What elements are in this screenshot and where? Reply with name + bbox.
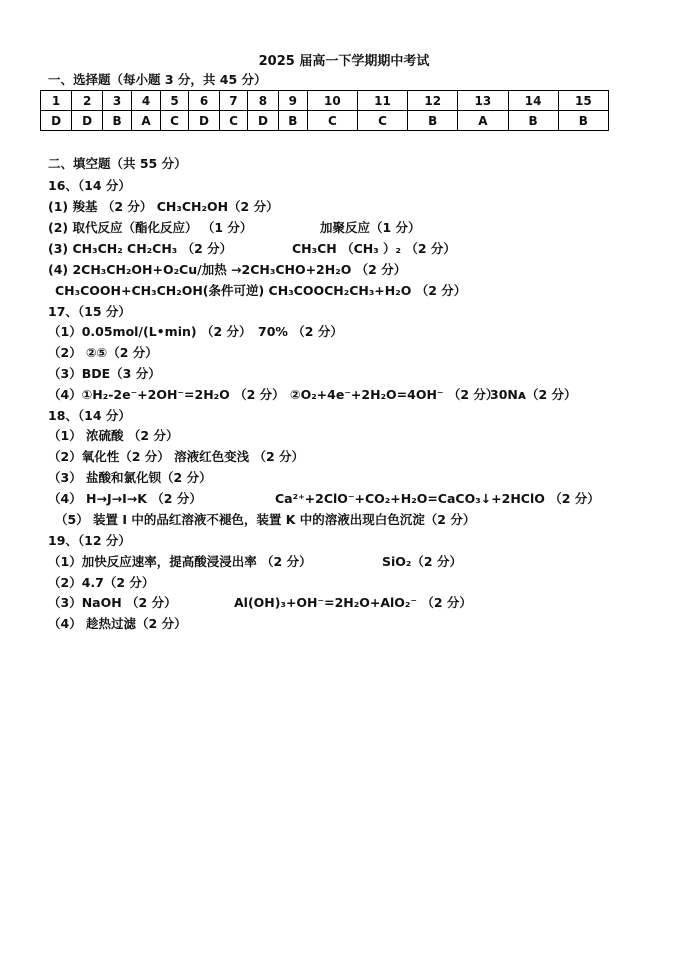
question-number-cell: 2 bbox=[72, 91, 103, 111]
q18-line5: （5） 装置 I 中的品红溶液不褪色，装置 K 中的溶液出现白色沉淀（2 分） bbox=[55, 512, 476, 527]
answer-table-number-row bbox=[41, 91, 609, 111]
q17-line4 bbox=[48, 387, 577, 403]
q16-l1-tail: （2 分） bbox=[228, 199, 279, 214]
q17-l4-a: （4）①H₂-2e⁻+2OH⁻=2H₂O （2 分） bbox=[48, 387, 285, 402]
q17-line1 bbox=[48, 324, 343, 340]
question-number-cell: 15 bbox=[558, 91, 608, 111]
q17-l4-b: ②O₂+4e⁻+2H₂O=4OH⁻ （2 分） bbox=[290, 387, 499, 402]
q18-line3: （3） 盐酸和氯化钡（2 分） bbox=[48, 470, 212, 485]
q16-line5: CH₃COOH+CH₃CH₂OH(条件可逆) CH₃COOCH₂CH₃+H₂O （2 分） bbox=[55, 283, 467, 298]
q18-header: 18、（14 分） bbox=[48, 408, 131, 423]
answer-cell: D bbox=[188, 111, 219, 131]
question-number-cell: 10 bbox=[307, 91, 357, 111]
question-number-cell: 6 bbox=[188, 91, 219, 111]
question-number-cell: 7 bbox=[220, 91, 248, 111]
question-number-cell: 13 bbox=[458, 91, 508, 111]
q18-line1: （1） 浓硫酸 （2 分） bbox=[48, 428, 179, 443]
section2-heading: 二、填空题（共 55 分） bbox=[48, 156, 187, 171]
q16-l3-b: CH₃CH （CH₃ ）₂ （2 分） bbox=[292, 241, 456, 256]
answer-table-answer-row bbox=[41, 111, 609, 131]
q16-l1-lead: (1) 羧基 （2 分） bbox=[48, 199, 157, 214]
q19-l1-a: （1）加快反应速率，提高酸浸浸出率 （2 分） bbox=[48, 554, 312, 569]
page-title: 2025 届高一下学期期中考试 bbox=[258, 54, 430, 69]
q17-line2: （2） ②⑤（2 分） bbox=[48, 345, 158, 360]
answer-cell: B bbox=[278, 111, 307, 131]
answer-cell: C bbox=[357, 111, 407, 131]
q17-l1-b: 70% （2 分） bbox=[258, 324, 343, 339]
q19-l3-a: （3）NaOH （2 分） bbox=[48, 595, 177, 610]
answer-cell: D bbox=[72, 111, 103, 131]
q16-l2-b: 加聚反应（1 分） bbox=[320, 220, 421, 235]
q19-l1-b: SiO₂（2 分） bbox=[382, 554, 462, 569]
q18-line4 bbox=[48, 491, 600, 507]
answer-table bbox=[40, 90, 609, 131]
q17-l1-a: （1）0.05mol/(L•min) （2 分） bbox=[48, 324, 252, 339]
q19-l3-b: Al(OH)₃+OH⁻=2H₂O+AlO₂⁻ （2 分） bbox=[234, 595, 472, 610]
question-number-cell: 4 bbox=[131, 91, 160, 111]
q18-line2: （2）氧化性（2 分） 溶液红色变浅 （2 分） bbox=[48, 449, 305, 464]
answer-cell: A bbox=[131, 111, 160, 131]
answer-cell: C bbox=[307, 111, 357, 131]
question-number-cell: 1 bbox=[41, 91, 72, 111]
q19-line4: （4） 趁热过滤（2 分） bbox=[48, 616, 187, 631]
question-number-cell: 8 bbox=[247, 91, 278, 111]
question-number-cell: 5 bbox=[161, 91, 189, 111]
answer-cell: C bbox=[220, 111, 248, 131]
answer-cell: D bbox=[41, 111, 72, 131]
answer-cell: A bbox=[458, 111, 508, 131]
q19-line3 bbox=[48, 595, 472, 611]
q19-line1 bbox=[48, 554, 462, 570]
section1-heading: 一、选择题（每小题 3 分，共 45 分） bbox=[48, 72, 267, 87]
q16-l3-a: (3) CH₃CH₂ CH₂CH₃ （2 分） bbox=[48, 241, 233, 256]
question-number-cell: 9 bbox=[278, 91, 307, 111]
q18-l4-b: Ca²⁺+2ClO⁻+CO₂+H₂O=CaCO₃↓+2HClO （2 分） bbox=[275, 491, 600, 506]
question-number-cell: 14 bbox=[508, 91, 558, 111]
answer-cell: B bbox=[508, 111, 558, 131]
q19-header: 19、（12 分） bbox=[48, 533, 131, 548]
q17-header: 17、（15 分） bbox=[48, 304, 131, 319]
q16-line1 bbox=[48, 199, 279, 215]
q18-l4-a: （4） H→J→I→K （2 分） bbox=[48, 491, 202, 506]
answer-cell: B bbox=[408, 111, 458, 131]
question-number-cell: 11 bbox=[357, 91, 407, 111]
question-number-cell: 12 bbox=[408, 91, 458, 111]
question-number-cell: 3 bbox=[103, 91, 132, 111]
answer-cell: B bbox=[103, 111, 132, 131]
q16-l1-formula: CH₃CH₂OH bbox=[156, 199, 229, 214]
q16-header: 16、（14 分） bbox=[48, 178, 131, 193]
q17-l4-c: 30Nᴀ（2 分） bbox=[490, 387, 577, 402]
q16-line2 bbox=[48, 220, 421, 236]
answer-cell: C bbox=[161, 111, 189, 131]
answer-cell: B bbox=[558, 111, 608, 131]
q16-line3 bbox=[48, 241, 456, 257]
q16-line4: (4) 2CH₃CH₂OH+O₂Cu/加热 →2CH₃CHO+2H₂O （2 分） bbox=[48, 262, 407, 277]
q16-l2-a: (2) 取代反应（酯化反应） （1 分） bbox=[48, 220, 253, 235]
answer-cell: D bbox=[247, 111, 278, 131]
q17-line3: （3）BDE（3 分） bbox=[48, 366, 161, 381]
q19-line2: （2）4.7（2 分） bbox=[48, 575, 155, 590]
